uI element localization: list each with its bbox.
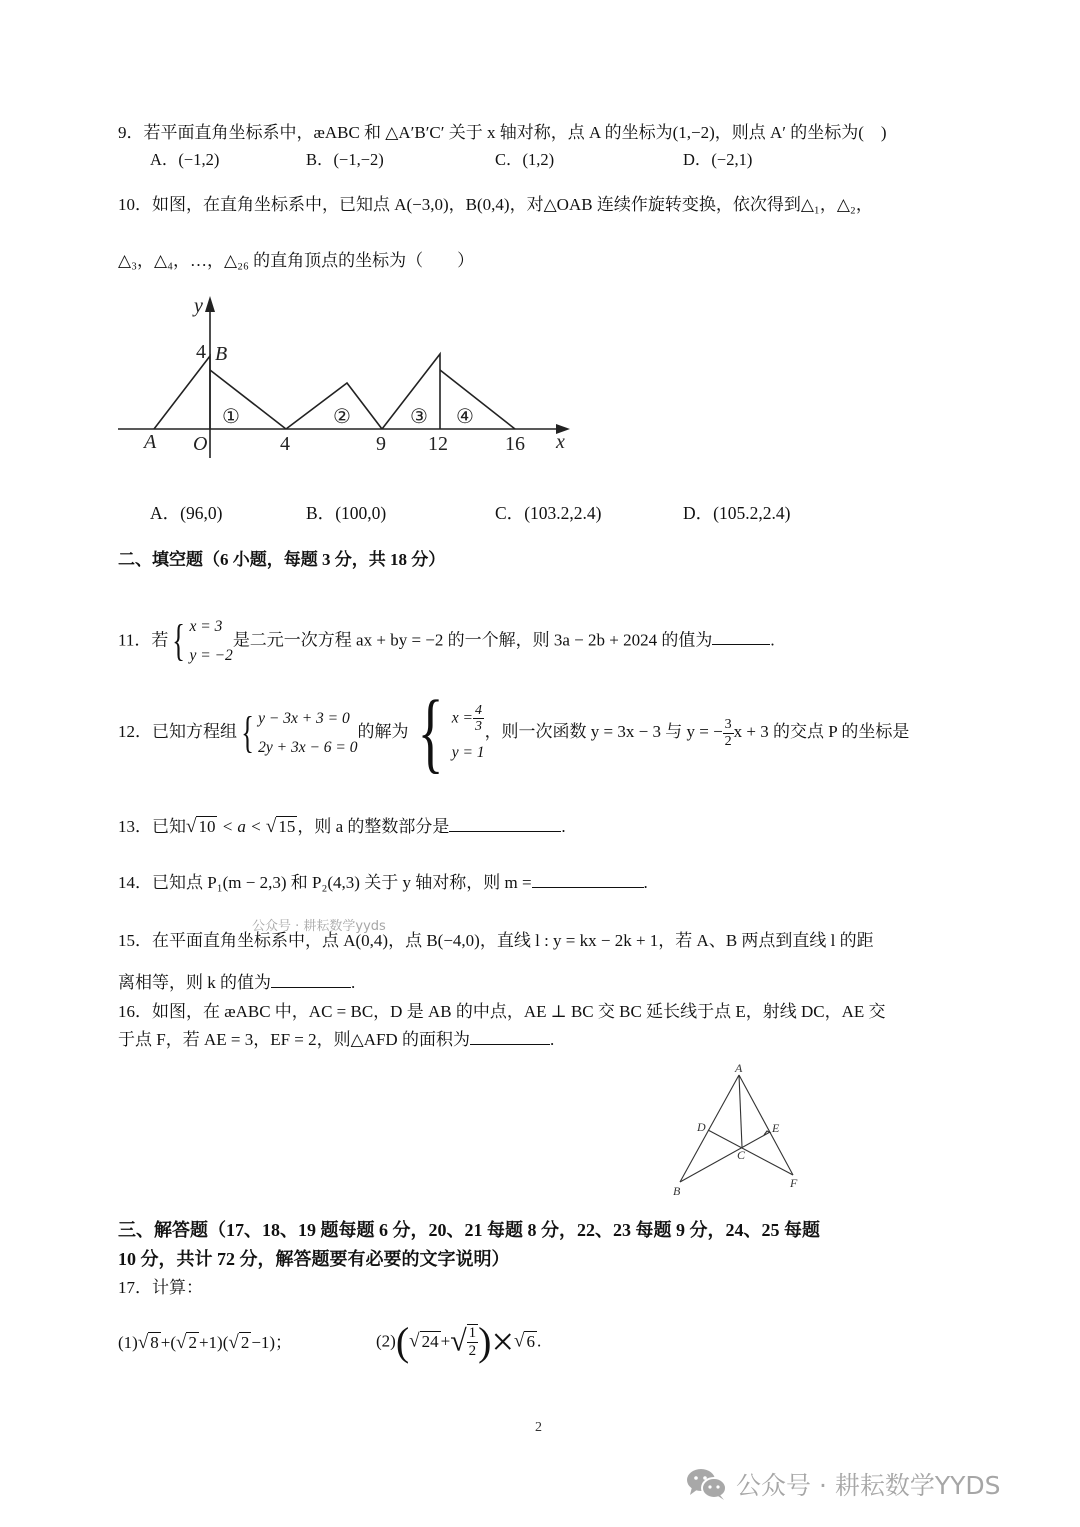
label-e: E [772,1121,780,1135]
q16-triangle-figure [660,1055,820,1200]
section-3-title-line2: 10 分，共计 72 分，解答题要有必要的文字说明） [118,1249,510,1269]
point-a-label: A [144,431,157,453]
q17-part-1: (1)√ 8 +(√ 2 +1)(√ 2 −1)； [118,1332,293,1353]
triangle-label-3: ③ [410,406,428,428]
q10-option-d: D．(105.2,2.4) [683,503,791,523]
question-9-stem: 9．若平面直角坐标系中，æABC 和 △A′B′C′ 关于 x 轴对称，点 A 的坐标为(1,−2)，则点 A′ 的坐标为( ) [118,123,887,142]
q16-answer-blank[interactable] [470,1028,550,1045]
brace: { [241,708,254,757]
question-16-line1: 16．如图，在 æABC 中，AC = BC，D 是 AB 的中点，AE ⊥ BC 交 BC 延长线于点 E，射线 DC，AE 交 [118,1002,886,1021]
q11-text: 是二元一次方程 ax + by = −2 的一个解，则 3a − 2b + 2024 的值为 [232,630,713,650]
x-tick-16: 16 [505,433,525,455]
q17-part-2: (2)(√ 24 +√ $\frac{1}{2}$ )×√ 6 . [376,1319,542,1364]
y-tick-4: 4 [196,341,206,363]
q14-answer-blank[interactable] [532,871,644,888]
q12-solution: x = $\frac{4}{3}$ y = 1 [451,703,485,761]
triangle-oab [154,356,210,429]
question-10-stem-line1: 10．如图，在直角坐标系中，已知点 A(−3,0)，B(0,4)，对△OAB 连续作旋转变换，依次得到△₁，△₂， [118,195,873,214]
q10-option-c: C．(103.2,2.4) [495,503,602,523]
q11-system: x = 3 y = −2 [189,618,233,665]
y-axis-label: y [194,295,203,317]
triangle-label-1: ① [222,406,240,428]
y-axis-arrow [205,296,215,312]
q9-option-c: C．(1,2) [495,150,555,169]
question-13: 13．已知√ 10 < a < √ 15 ，则 a 的整数部分是 . [118,816,566,837]
q15-answer-blank[interactable] [271,971,351,988]
question-15-line2: 离相等，则 k 的值为 . [118,973,356,992]
section-2-title: 二、填空题（6 小题，每题 3 分，共 18 分） [118,550,446,569]
x-axis-label: x [556,431,565,453]
triangle-4 [440,370,515,429]
q9-option-d: D．(−2,1) [683,150,753,169]
watermark-text: 公众号 · 耕耘数学yyds [252,919,386,934]
q13-answer-blank[interactable] [449,815,561,832]
q11-answer-blank[interactable] [712,628,770,645]
label-c: C [737,1148,746,1162]
label-f: F [790,1176,798,1190]
x-tick-9: 9 [376,433,386,455]
triangle-label-2: ② [333,406,351,428]
segment-af [739,1075,793,1175]
q9-option-b: B．(−1,−2) [306,150,384,169]
footer-account-name: 公众号 · 耕耘数学YYDS [736,1471,1001,1500]
q10-rotation-figure [110,290,590,460]
question-12: 12．已知方程组{ y − 3x + 3 = 0 2y + 3x − 6 = 0 的解为{ x = $\frac{4}{3}$ y = 1 ，则一次函数 y = 3x − 3 与 y = − $\frac{3}{2}$ x + 3 的交点 P 的坐标是 [118,683,910,782]
question-14: 14．已知点 P₁(m − 2,3) 和 P₂(4,3) 关于 y 轴对称，则 m = . [118,873,648,892]
label-d: D [697,1120,706,1134]
q12-number: 12．已知方程组 [118,721,237,741]
q11-number: 11．若 [118,630,169,650]
section-3-title-line1: 三、解答题（17、18、19 题每题 6 分，20、21 每题 8 分，22、23 每题 9 分，24、25 每题 [118,1220,820,1240]
segment-ac [739,1075,742,1147]
question-17-title: 17．计算： [118,1278,203,1297]
page-number: 2 [535,1420,542,1435]
question-16-line2: 于点 F，若 AE = 3，EF = 2，则△AFD 的面积为 . [118,1030,555,1049]
brace: { [417,683,444,782]
question-11: 11．若{ x = 3 y = −2 是二元一次方程 ax + by = −2 的一个解，则 3a − 2b + 2024 的值为 . [118,612,775,671]
label-b: B [673,1184,681,1198]
x-tick-12: 12 [428,433,448,455]
question-10-stem-line2: △₃，△₄，…，△₂₆ 的直角顶点的坐标为（ ） [118,251,475,270]
point-b-label: B [215,343,228,365]
question-15-line1: 15．在平面直角坐标系中，点 A(0,4)，点 B(−4,0)，直线 l : y = kx − 2k + 1，若 A、B 两点到直线 l 的距 [118,931,874,950]
q12-system: y − 3x + 3 = 0 2y + 3x − 6 = 0 [258,709,358,756]
q10-option-a: A．(96,0) [150,503,223,523]
triangle-label-4: ④ [456,406,474,428]
q9-option-a: A．(−1,2) [150,150,220,169]
q10-option-b: B．(100,0) [306,503,387,523]
point-o-label: O [193,433,208,455]
brace: { [172,616,186,666]
footer-watermark [686,1466,1001,1502]
wechat-icon [686,1467,728,1501]
label-a: A [735,1061,743,1075]
x-tick-4: 4 [280,433,290,455]
